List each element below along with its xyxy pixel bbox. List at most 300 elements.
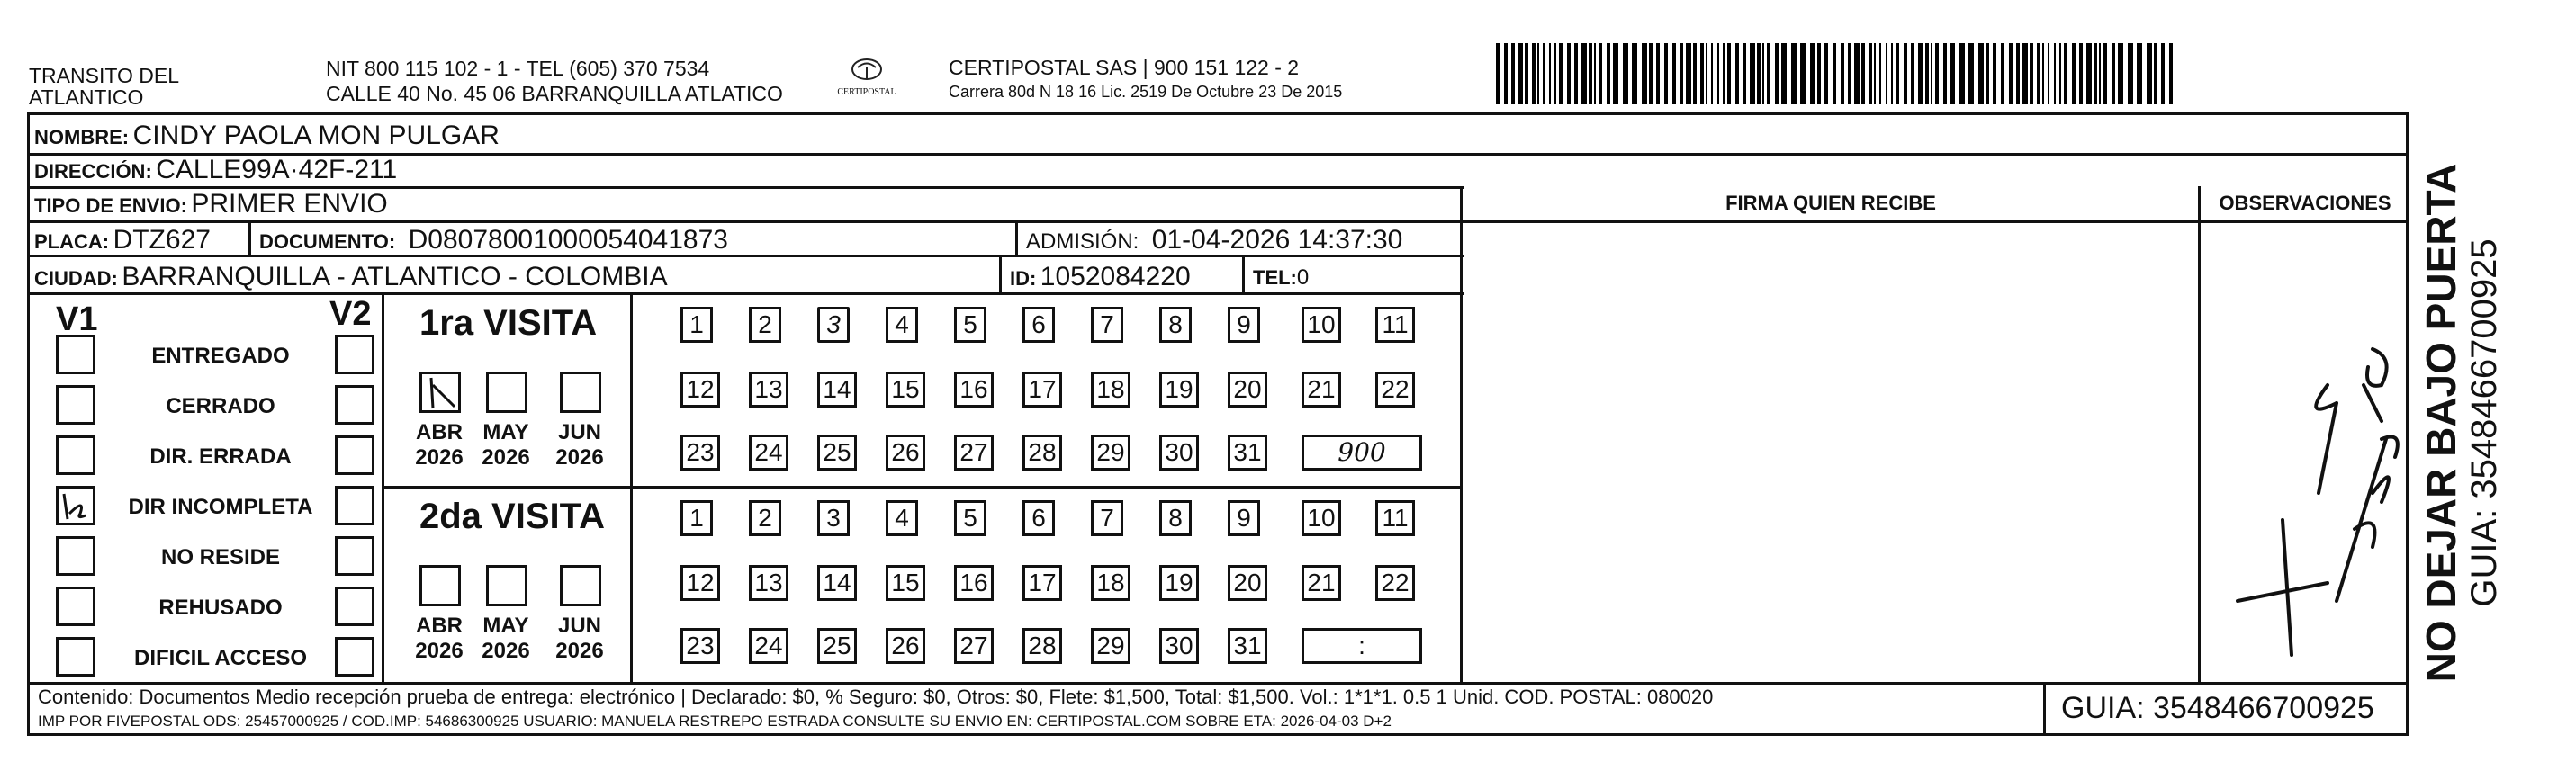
day-cell[interactable] [1022,372,1062,408]
barcode-bar [1613,43,1618,104]
day-cell[interactable] [1302,565,1341,601]
barcode-bar [1623,43,1628,104]
month-label [551,420,608,471]
day-cell[interactable] [954,500,986,536]
barcode-bar [2037,43,2040,104]
day-cell[interactable] [954,435,994,471]
day-cell[interactable] [1302,500,1341,536]
barcode-bar [1594,43,1596,104]
day-cell[interactable] [886,565,925,601]
barcode-bar [1656,43,1660,104]
status-reason-label: ENTREGADO [151,344,290,368]
barcode-bar [1935,43,1939,104]
barcode-bar [1525,43,1528,104]
day-label: 18 [1096,375,1125,403]
footer-content: Contenido: Documentos Medio recepción prueba de entrega: electrónico | Declarado: $0, % Seguro: $0, Otros: $0, Flete: $1,500, Total: $1,500. Vol.: 1*1*1. 0.5 1 Unid. COD. POSTAL: 080020 [38,686,1714,708]
sender-contact [326,56,783,106]
direccion-label: DIRECCIÓN: [34,160,152,183]
documento-row [259,225,728,256]
barcode-bar [1810,43,1815,104]
v2-checkbox[interactable] [335,486,374,525]
signature-area[interactable] [1464,223,2198,682]
placa-value: DTZ627 [113,225,211,255]
barcode-bar [1589,43,1592,104]
direccion-row [34,155,397,185]
id-value: 1052084220 [1040,262,1191,291]
day-cell[interactable] [886,435,925,471]
barcode-bar [2048,43,2049,104]
day-cell[interactable] [680,500,713,536]
month-name: MAY [482,420,529,444]
day-cell[interactable] [1159,628,1199,664]
observations-header: OBSERVACIONES [2219,192,2391,214]
day-label: 28 [1028,438,1057,466]
day-label: 26 [891,632,920,659]
day-label: 14 [823,569,851,596]
ciudad-label: CIUDAD: [34,267,118,290]
day-label: 13 [754,375,783,403]
sender-name [29,65,179,108]
barcode-bar [2054,43,2056,104]
day-cell[interactable] [886,628,925,664]
day-label: 19 [1165,375,1193,403]
day-label: 11 [1382,504,1409,532]
day-cell[interactable] [1159,307,1192,343]
day-cell[interactable] [817,500,850,536]
day-cell[interactable] [1022,565,1062,601]
barcode-bar [1841,43,1844,104]
day-cell[interactable] [954,628,994,664]
day-cell[interactable] [1159,565,1199,601]
day-cell[interactable] [1375,372,1415,408]
day-label: 16 [959,375,988,403]
day-cell[interactable] [1228,628,1267,664]
day-label: 29 [1096,438,1125,466]
barcode-bar [1554,43,1556,104]
barcode-bar [2022,43,2028,104]
day-cell[interactable] [886,500,918,536]
barcode-bar [2059,43,2061,104]
month-checkbox[interactable] [419,372,461,413]
day-label: 31 [1233,632,1262,659]
month-name: ABR [416,420,463,444]
day-cell[interactable] [1375,565,1415,601]
barcode-bar [1496,43,1500,104]
footer-guia: GUIA: 3548466700925 [2061,691,2374,725]
tipo-row [34,189,388,220]
status-reason-label: DIR. ERRADA [149,444,292,469]
v1-checkbox[interactable] [56,486,95,525]
day-label: 20 [1233,375,1262,403]
barcode-bar [1532,43,1536,104]
month-name: MAY [482,614,529,638]
day-cell[interactable] [954,565,994,601]
id-row [1010,262,1191,292]
day-label: 31 [1233,438,1262,466]
day-label: 5 [963,504,977,532]
day-label: 1 [689,504,704,532]
barcode-bar [1791,43,1797,104]
barcode-bar [1800,43,1806,104]
barcode-bar [1918,43,1923,104]
day-cell[interactable] [886,307,918,343]
day-label: 1 [689,310,704,338]
v2-checkbox[interactable] [335,637,374,677]
barcode-bar [1781,43,1787,104]
v1-label: V1 [56,300,98,338]
day-label: 19 [1165,569,1193,596]
time-field[interactable] [1302,628,1422,664]
observation-handwriting [2202,223,2409,682]
day-cell[interactable] [1091,307,1123,343]
barcode-bar [1723,43,1725,104]
day-cell[interactable] [680,372,720,408]
barcode-bar [2016,43,2020,104]
barcode-bar [1943,43,1947,104]
barcode-bar [1986,43,1989,104]
barcode-bar [1848,43,1851,104]
day-cell[interactable] [1091,435,1130,471]
day-label: 10 [1307,504,1336,532]
month-year: 2026 [482,639,530,663]
barcode-bar [2001,43,2004,104]
day-cell[interactable] [817,435,857,471]
day-label: 24 [754,438,783,466]
courier-name: CERTIPOSTAL SAS | 900 151 122 - 2 [949,56,1300,79]
sender-nit: NIT 800 115 102 - 1 - TEL (605) 370 7534 [326,57,710,80]
v2-checkbox[interactable] [335,536,374,576]
day-label: 10 [1307,310,1336,338]
day-label: 17 [1028,375,1057,403]
day-cell[interactable] [1091,372,1130,408]
day-label: 21 [1307,375,1336,403]
barcode-bar [2169,43,2173,104]
barcode-bar [2103,43,2107,104]
barcode [1496,43,2175,104]
barcode-bar [1950,43,1955,104]
barcode-bar [1706,43,1707,104]
v1-checkbox[interactable] [56,587,95,626]
placa-row [34,225,211,256]
barcode-bar [1833,43,1836,104]
day-label: 12 [686,569,715,596]
month-year: 2026 [482,445,530,470]
month-checkbox[interactable] [560,372,601,413]
day-cell[interactable] [1022,628,1062,664]
day-label: 12 [686,375,715,403]
barcode-bar [2079,43,2083,104]
placa-divider [248,220,251,256]
day-cell[interactable] [954,372,994,408]
barcode-bar [1567,43,1571,104]
status-reason-label: NO RESIDE [160,545,281,569]
day-cell[interactable] [886,372,925,408]
month-label [551,614,608,664]
documento-value: D08078001000054041873 [408,225,728,255]
admision-value: 01-04-2026 14:37:30 [1151,225,1403,255]
day-label: 9 [1237,310,1251,338]
barcode-bar [1549,43,1551,104]
barcode-bar [1511,43,1515,104]
visit-title: 2da VISITA [419,497,605,536]
day-cell[interactable] [817,307,850,343]
barcode-bar [1959,43,1965,104]
barcode-bar [1854,43,1860,104]
barcode-bar [1886,43,1887,104]
id-divider [999,255,1002,294]
barcode-bar [1642,43,1647,104]
status-reason-label: REHUSADO [158,596,283,620]
day-label: 16 [959,569,988,596]
day-label: 7 [1100,310,1114,338]
barcode-bar [1925,43,1929,104]
day-cell[interactable] [680,307,713,343]
observations-divider [2198,186,2201,684]
id-label: ID: [1010,267,1037,290]
courier-logo [826,56,907,110]
month-checkbox[interactable] [486,565,527,606]
direccion-value: CALLE99A·42F-211 [156,155,398,184]
sender-name-line2: ATLANTICO [29,85,144,109]
day-cell[interactable] [680,565,720,601]
month-label [410,614,468,664]
month-year: 2026 [415,639,464,663]
barcode-bar [1607,43,1610,104]
month-name: ABR [416,614,463,638]
barcode-bar [1775,43,1779,104]
v2-checkbox[interactable] [335,587,374,626]
barcode-bar [1874,43,1876,104]
day-cell[interactable] [817,372,857,408]
side-notice: NO DEJAR BAJO PUERTA [2418,163,2464,683]
barcode-bar [1896,43,1899,104]
barcode-bar [1711,43,1713,104]
barcode-bar [1693,43,1697,104]
barcode-bar [1824,43,1828,104]
day-cell[interactable] [1302,372,1341,408]
month-label [477,420,535,471]
day-label: 9 [1237,504,1251,532]
barcode-bar [1686,43,1691,104]
tel-value: 0 [1296,265,1310,290]
day-label: 22 [1381,569,1410,596]
day-cell[interactable] [1228,500,1260,536]
day-cell[interactable] [1228,435,1267,471]
day-label: 8 [1168,504,1183,532]
month-name: JUN [557,614,601,638]
month-year: 2026 [555,445,604,470]
barcode-bar [1581,43,1587,104]
barcode-bar [1727,43,1731,104]
day-cell[interactable] [749,372,788,408]
day-label: 2 [758,310,772,338]
placa-label: PLACA: [34,230,110,253]
courier-license: Carrera 80d N 18 16 Lic. 2519 De Octubre 23 De 2015 [949,83,1343,101]
barcode-bar [2064,43,2067,104]
day-cell[interactable] [1375,307,1415,343]
time-field[interactable] [1302,435,1422,471]
day-cell[interactable] [1159,372,1199,408]
barcode-bar [1861,43,1865,104]
side-guia: GUIA: 3548466700925 [2464,238,2504,607]
day-cell[interactable] [1022,500,1055,536]
admision-row [1026,225,1402,256]
barcode-bar [1993,43,1996,104]
barcode-bar [2009,43,2013,104]
barcode-bar [1743,43,1746,104]
day-cell[interactable] [1228,372,1267,408]
day-cell[interactable] [954,307,986,343]
day-label: 24 [754,632,783,659]
barcode-bar [1762,43,1764,104]
barcode-bar [1717,43,1719,104]
tel-divider [1242,255,1245,294]
barcode-bar [1757,43,1761,104]
barcode-bar [2099,43,2101,104]
time-value: : [1358,632,1365,659]
barcode-bar [1931,43,1932,104]
tel-row [1253,265,1309,291]
signature-divider [1460,186,1463,684]
barcode-graphic [1496,43,2175,104]
barcode-bar [2072,43,2076,104]
day-cell[interactable] [817,565,857,601]
day-cell[interactable] [1228,565,1267,601]
v1-checkbox[interactable] [56,536,95,576]
v1-checkbox[interactable] [56,435,95,475]
day-label: 26 [891,438,920,466]
day-label: 4 [895,504,909,532]
day-label: 27 [959,632,988,659]
day-cell[interactable] [1228,307,1260,343]
barcode-bar [1664,43,1668,104]
barcode-bar [2118,43,2123,104]
sender-name-line1: TRANSITO DEL [29,64,179,87]
admision-label: ADMISIÓN: [1026,229,1139,254]
day-cell[interactable] [749,500,781,536]
documento-label: DOCUMENTO: [259,230,396,253]
day-label: 8 [1168,310,1183,338]
barcode-bar [2042,43,2044,104]
day-cell[interactable] [1302,307,1341,343]
day-cell[interactable] [680,628,720,664]
day-label: 4 [895,310,909,338]
v1-checkbox[interactable] [56,385,95,425]
day-label: 30 [1165,632,1193,659]
day-cell[interactable] [1022,435,1062,471]
month-label [410,420,468,471]
sender-address: CALLE 40 No. 45 06 BARRANQUILLA ATLATICO [326,82,783,105]
barcode-bar [1817,43,1821,104]
status-reason-label: DIFICIL ACCESO [133,646,307,670]
day-label: 13 [754,569,783,596]
v2-checkbox[interactable] [335,385,374,425]
barcode-bar [1767,43,1770,104]
visit-divider [382,486,1462,489]
day-cell[interactable] [1375,500,1415,536]
day-label: 20 [1233,569,1262,596]
courier-logo-text: CERTIPOSTAL [837,87,896,97]
month-label [477,614,535,664]
barcode-bar [2154,43,2157,104]
visit-title: 1ra VISITA [419,303,598,343]
day-label: 15 [891,569,920,596]
v2-checkbox[interactable] [335,435,374,475]
day-cell[interactable] [749,565,788,601]
barcode-bar [1543,43,1545,104]
day-label: 3 [826,310,841,338]
day-label: 25 [823,632,851,659]
barcode-bar [1700,43,1704,104]
day-label: 23 [686,438,715,466]
day-cell[interactable] [749,628,788,664]
day-label: 22 [1381,375,1410,403]
row-divider [27,292,1464,295]
footer-guia-divider [2043,682,2046,736]
month-checkbox[interactable] [560,565,601,606]
day-cell[interactable] [1159,435,1199,471]
day-label: 14 [823,375,851,403]
barcode-bar [1537,43,1539,104]
check-mark-icon [422,374,458,410]
tipo-value: PRIMER ENVIO [191,189,388,219]
barcode-bar [1672,43,1676,104]
barcode-bar [2094,43,2097,104]
barcode-bar [1978,43,1984,104]
day-label: 6 [1031,310,1046,338]
day-cell[interactable] [680,435,720,471]
nombre-row [34,121,500,151]
day-cell[interactable] [1091,565,1130,601]
day-cell[interactable] [817,628,857,664]
observations-area[interactable] [2202,223,2409,682]
signature-header: FIRMA QUIEN RECIBE [1725,192,1936,214]
day-cell[interactable] [749,435,788,471]
barcode-bar [1968,43,1974,104]
barcode-bar [1904,43,1907,104]
day-cell[interactable] [749,307,781,343]
day-label: 28 [1028,632,1057,659]
month-checkbox[interactable] [486,372,527,413]
day-label: 15 [891,375,920,403]
day-label: 21 [1307,569,1336,596]
v1-checkbox[interactable] [56,637,95,677]
day-cell[interactable] [1159,500,1192,536]
barcode-bar [2128,43,2133,104]
courier-info [949,54,1342,103]
day-cell[interactable] [1091,628,1130,664]
day-label: 7 [1100,504,1114,532]
day-label: 3 [826,504,841,532]
day-cell[interactable] [1091,500,1123,536]
month-name: JUN [557,420,601,444]
time-value: 900 [1338,437,1386,467]
v1-checkbox[interactable] [56,335,95,374]
barcode-bar [1574,43,1578,104]
barcode-bar [1680,43,1683,104]
v2-checkbox[interactable] [335,335,374,374]
check-mark-icon [59,489,93,523]
barcode-bar [2030,43,2033,104]
ciudad-value: BARRANQUILLA - ATLANTICO - COLOMBIA [122,262,668,291]
month-checkbox[interactable] [419,565,461,606]
day-label: 27 [959,438,988,466]
barcode-bar [1599,43,1602,104]
barcode-bar [1632,43,1637,104]
ciudad-row [34,262,668,292]
day-cell[interactable] [1022,307,1055,343]
day-label: 17 [1028,569,1057,596]
